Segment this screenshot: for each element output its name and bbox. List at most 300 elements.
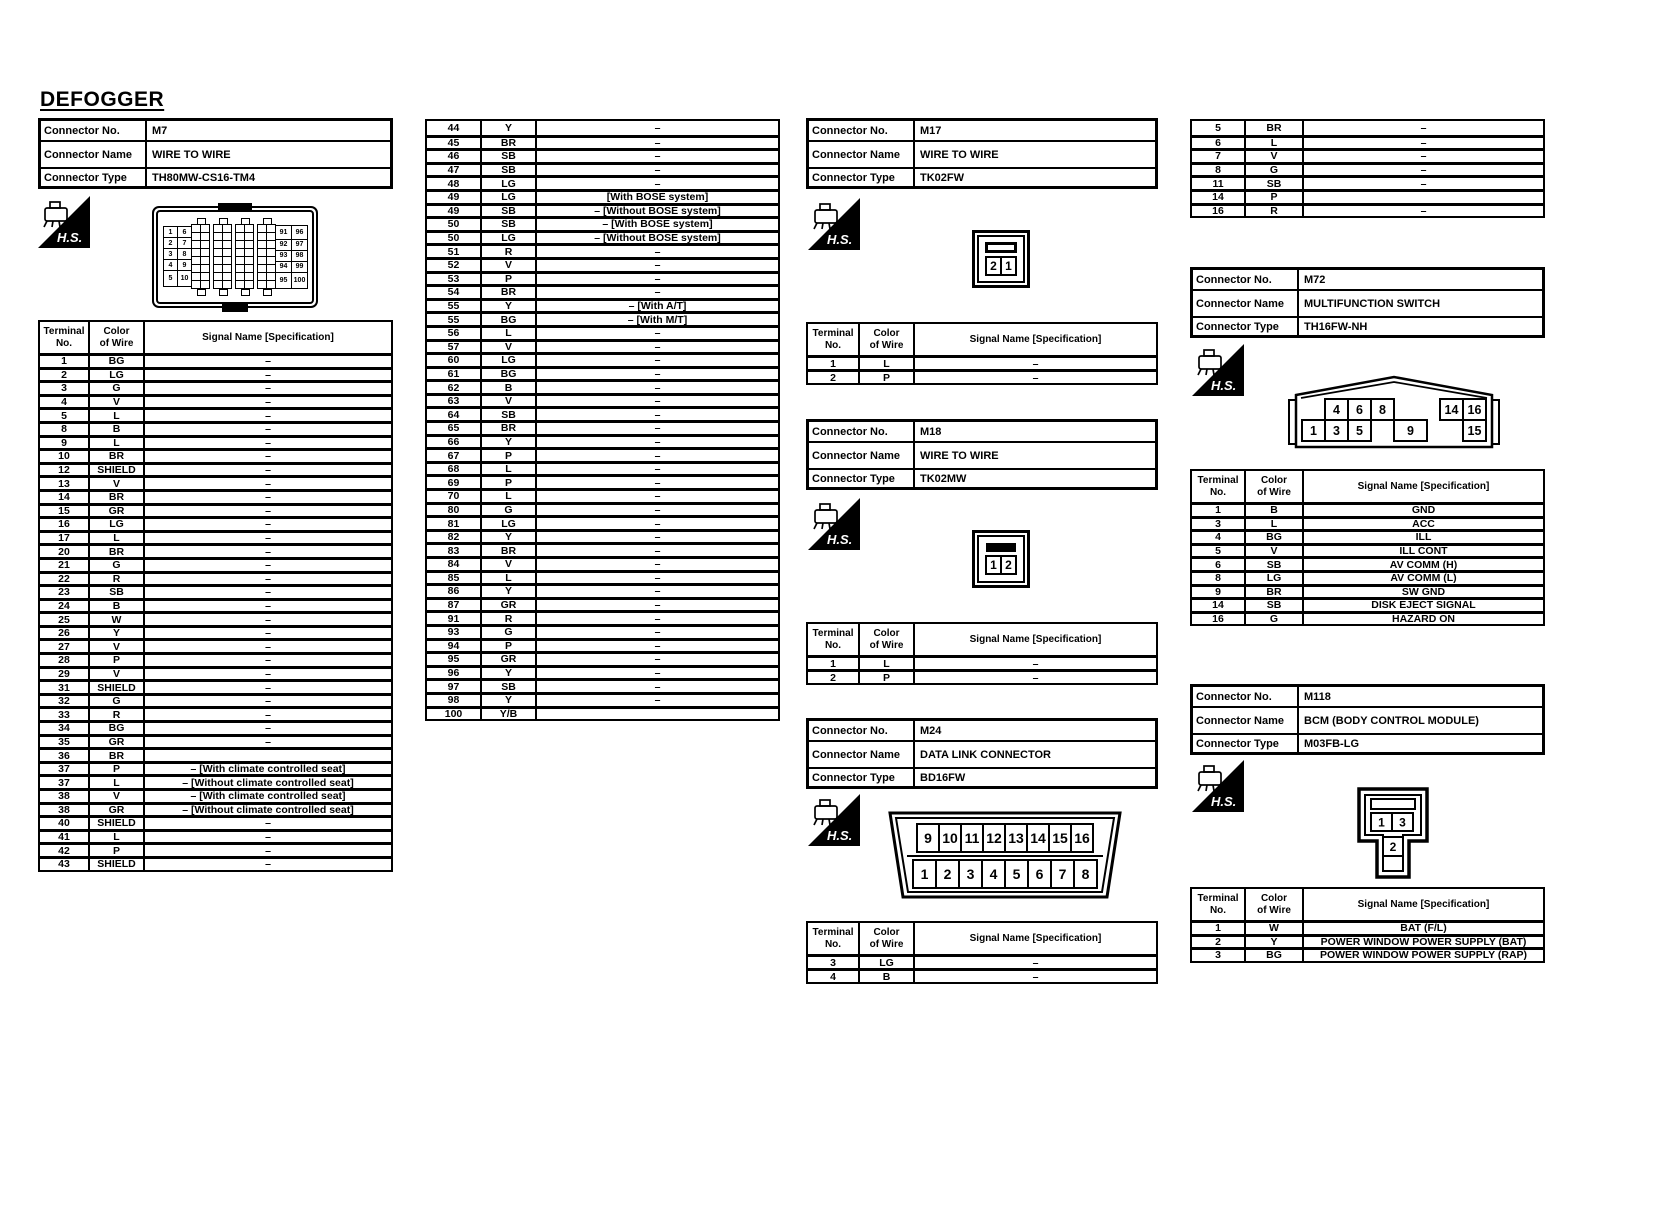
wire-color: V [90, 478, 145, 489]
terminal-no: 38 [40, 791, 90, 802]
connector-header-m18 [806, 419, 1158, 490]
terminal-row [427, 121, 778, 135]
pin-label: 13 [1008, 830, 1024, 847]
signal-name: – [654, 545, 661, 556]
pin-cell: 95 [275, 272, 292, 289]
connector-header-m24 [806, 718, 1158, 789]
signal-name: – [265, 559, 271, 571]
signal-name: AV COMM (L) [1390, 572, 1457, 584]
terminal-no: 48 [427, 178, 482, 189]
signal-name: – [1032, 971, 1039, 982]
connector-name-row [809, 441, 1155, 468]
terminal-no: 7 [1192, 151, 1246, 162]
signal-name [145, 750, 391, 761]
connector-type-label: Connector Type [1193, 735, 1299, 752]
signal-name: – [1420, 164, 1427, 176]
pin-cell: 2 [985, 256, 1002, 276]
signal-name: ILL [1415, 532, 1432, 543]
pin-cell: 5 [163, 270, 178, 287]
signal-name: – [265, 437, 271, 449]
terminal-row [40, 435, 391, 449]
pin-label: 15 [1052, 830, 1068, 847]
terminal-row [427, 257, 778, 271]
pin-row [276, 226, 308, 240]
signal-name: – [654, 667, 661, 679]
terminal-row [1192, 611, 1543, 625]
terminal-row [1192, 148, 1543, 162]
connector-diagram-m18 [972, 530, 1030, 588]
pin-label: 2 [1389, 839, 1397, 854]
wire-color: V [90, 397, 145, 408]
pin-label: 3 [1399, 815, 1406, 830]
pin-cell: 9 [177, 259, 192, 271]
pin-cell [263, 289, 272, 296]
connector-diagram-m7 [152, 206, 318, 308]
terminal-no: 1 [1192, 923, 1246, 934]
signal-name: – [654, 450, 661, 461]
connector-no-value: M118 [1304, 690, 1331, 703]
page-title: DEFOGGER [40, 88, 165, 111]
wire-color-header: Color of Wire [860, 923, 915, 954]
terminal-no: 54 [427, 287, 482, 298]
wire-color: SB [482, 151, 537, 162]
pin-cell: 2 [1000, 555, 1017, 575]
signal-name: – [1420, 121, 1427, 134]
terminal-row [40, 842, 391, 856]
pin-label: 10 [942, 830, 958, 847]
wire-color: P [90, 845, 145, 856]
signal-name: – [654, 572, 661, 584]
connector-name-label: Connector Name [809, 742, 915, 767]
wire-color: V [482, 342, 537, 353]
wire-color-header: Color of Wire [860, 324, 915, 355]
connector-no-row [41, 121, 390, 140]
terminal-no: 8 [40, 424, 90, 435]
terminal-no: 26 [40, 628, 90, 639]
wire-color: SHIELD [90, 465, 145, 476]
wire-color: G [90, 696, 145, 707]
connector-no-value: M24 [920, 724, 942, 737]
terminal-row [427, 325, 778, 339]
terminal-rows [808, 655, 1156, 683]
terminal-row [40, 421, 391, 435]
wire-color: L [90, 410, 145, 421]
terminal-row [40, 407, 391, 421]
terminal-table-header [40, 322, 391, 353]
signal-name: – [654, 463, 661, 475]
pin-cell: 93 [275, 250, 292, 262]
wire-color-header: Color of Wire [1246, 889, 1304, 920]
wire-color: L [1246, 138, 1304, 149]
terminal-row [427, 624, 778, 638]
terminal-row [40, 747, 391, 761]
wire-color: BR [90, 750, 145, 761]
pin-label: 11 [964, 830, 980, 847]
signal-name: – [654, 640, 661, 652]
wire-color: P [860, 672, 915, 683]
wire-color: G [90, 560, 145, 571]
terminal-row [427, 406, 778, 420]
signal-name: – [654, 382, 661, 393]
pin-cell: 8 [177, 248, 192, 260]
wire-color: V [1246, 546, 1304, 557]
signal-name-header: Signal Name [Specification] [1357, 898, 1490, 910]
terminal-no: 55 [427, 301, 482, 312]
signal-name: – [265, 356, 271, 367]
wire-color: P [482, 274, 537, 285]
terminal-no: 60 [427, 355, 482, 366]
signal-name: – [654, 137, 661, 149]
signal-name: – [Without climate controlled seat] [182, 804, 354, 816]
wire-color: G [482, 505, 537, 516]
wire-color: P [482, 450, 537, 461]
connector-name-label: Connector Name [1193, 291, 1299, 316]
wire-color: BR [482, 138, 537, 149]
connector-tab-icon [222, 303, 248, 312]
terminal-row [1192, 584, 1543, 598]
connector-type-label: Connector Type [809, 169, 915, 186]
wire-color: L [90, 777, 145, 788]
terminal-no: 23 [40, 587, 90, 598]
terminal-no: 2 [808, 372, 860, 383]
terminal-row [40, 394, 391, 408]
terminal-row [40, 367, 391, 381]
wire-color: BG [482, 369, 537, 380]
terminal-no: 100 [427, 709, 482, 720]
wire-color: G [90, 383, 145, 394]
wire-color: B [1246, 505, 1304, 516]
pin-label: 5 [1356, 424, 1363, 438]
connector-name-label: Connector Name [1193, 708, 1299, 733]
wire-color: BR [482, 423, 537, 434]
signal-name: – [654, 518, 661, 529]
wire-color: Y [482, 437, 537, 448]
terminal-no: 82 [427, 532, 482, 543]
signal-name: POWER WINDOW POWER SUPPLY (RAP) [1319, 950, 1528, 961]
signal-name: – [654, 436, 661, 448]
wire-color: BR [1246, 587, 1304, 598]
wire-color: GR [90, 805, 145, 816]
signal-name: – [265, 573, 271, 585]
terminal-row [427, 583, 778, 597]
wire-color: BR [482, 545, 537, 556]
signal-name: – [265, 641, 271, 653]
terminal-row [808, 655, 1156, 669]
terminal-row [808, 968, 1156, 982]
signal-name: HAZARD ON [1392, 613, 1455, 625]
terminal-row [427, 420, 778, 434]
terminal-no: 16 [1192, 614, 1246, 625]
signal-name: – [654, 423, 661, 434]
terminal-row [1192, 543, 1543, 557]
signal-name: – [654, 626, 661, 638]
signal-name: – [Without BOSE system] [594, 232, 721, 244]
signal-name: POWER WINDOW POWER SUPPLY (BAT) [1320, 936, 1527, 948]
terminal-no: 42 [40, 845, 90, 856]
connector-no-label: Connector No. [809, 721, 915, 740]
terminal-no: 3 [1192, 950, 1246, 961]
terminal-no: 51 [427, 246, 482, 257]
terminal-no: 21 [40, 560, 90, 571]
signal-name: – [265, 845, 271, 856]
terminal-row [427, 597, 778, 611]
wire-color: L [1246, 519, 1304, 530]
signal-name: – [654, 259, 661, 271]
wire-color: BG [482, 314, 537, 325]
connector-name-label: Connector Name [809, 142, 915, 167]
terminal-no: 2 [40, 370, 90, 381]
connector-diagram-m118 [1356, 786, 1430, 885]
hs-harness-icon [1192, 760, 1244, 812]
pin-cell: 10 [177, 270, 192, 287]
terminal-row [1192, 189, 1543, 203]
terminal-rows [40, 353, 391, 870]
terminal-row [427, 692, 778, 706]
signal-name: GND [1411, 505, 1436, 516]
terminal-no: 37 [40, 777, 90, 788]
terminal-row [427, 284, 778, 298]
pin-cell: 98 [291, 250, 308, 262]
connector-type-label: Connector Type [809, 470, 915, 487]
terminal-no: 14 [40, 492, 90, 503]
hs-icon [808, 198, 860, 250]
connector-slot-icon [986, 543, 1016, 552]
connector-slot-icon [985, 242, 1017, 253]
signal-name: – [654, 504, 661, 516]
wire-color: L [90, 533, 145, 544]
signal-name: – [265, 491, 271, 503]
terminal-no: 2 [1192, 937, 1246, 948]
pin-row [985, 555, 1017, 575]
terminal-row [40, 774, 391, 788]
pin-cell: 99 [291, 261, 308, 273]
terminal-row [40, 638, 391, 652]
connector-no-row [1193, 270, 1542, 289]
terminal-row [40, 802, 391, 816]
hs-icon [38, 196, 90, 248]
terminal-no: 95 [427, 654, 482, 665]
wire-color: SB [1246, 178, 1304, 189]
terminal-rows [427, 121, 778, 719]
connector-no-row [809, 422, 1155, 441]
terminal-no: 86 [427, 586, 482, 597]
terminal-row [1192, 529, 1543, 543]
wire-color: LG [482, 178, 537, 189]
terminal-no: 36 [40, 750, 90, 761]
wire-color: Y [482, 301, 537, 312]
terminal-row [1192, 121, 1543, 135]
pin-cell: 1 [985, 555, 1002, 575]
terminal-no: 3 [1192, 519, 1246, 530]
signal-name: – [654, 531, 661, 543]
terminal-row [427, 135, 778, 149]
terminal-no: 67 [427, 450, 482, 461]
terminal-no: 2 [808, 672, 860, 683]
signal-name: – [265, 410, 271, 421]
connector-name-row [809, 140, 1155, 167]
terminal-row [427, 556, 778, 570]
wire-color: R [482, 613, 537, 624]
terminal-no: 13 [40, 478, 90, 489]
terminal-no: 37 [40, 764, 90, 775]
terminal-no: 38 [40, 805, 90, 816]
pin-strip [258, 218, 276, 296]
terminal-no: 1 [40, 356, 90, 367]
terminal-no: 50 [427, 233, 482, 244]
connector-no-value: M7 [152, 124, 168, 137]
wire-color: Y [1246, 937, 1304, 948]
pin-cell: 96 [291, 225, 308, 240]
connector-type-value: TK02FW [920, 171, 964, 184]
terminal-no-header: Terminal No. [808, 324, 860, 355]
signal-name-header: Signal Name [Specification] [1357, 480, 1490, 492]
terminal-row [427, 339, 778, 353]
terminal-rows [1192, 121, 1543, 216]
connector-type-row [809, 468, 1155, 487]
signal-name: – [1032, 358, 1039, 369]
terminal-no: 14 [1192, 600, 1246, 611]
terminal-no: 97 [427, 681, 482, 692]
terminal-no: 17 [40, 533, 90, 544]
pin-cell: 92 [275, 239, 292, 251]
wire-color: GR [90, 506, 145, 517]
signal-name: – [265, 668, 271, 680]
signal-name: – [265, 614, 271, 625]
terminal-no: 55 [427, 314, 482, 325]
terminal-no: 20 [40, 546, 90, 557]
terminal-no: 5 [1192, 546, 1246, 557]
pin-label: 7 [1058, 866, 1067, 883]
wire-color: GR [90, 737, 145, 748]
connector-header-m7 [38, 118, 393, 189]
terminal-no: 5 [1192, 121, 1246, 135]
connector-no-label: Connector No. [809, 422, 915, 441]
wire-color: L [482, 491, 537, 502]
wire-color: Y [482, 121, 537, 135]
terminal-row [40, 829, 391, 843]
terminal-row [427, 352, 778, 366]
terminal-no: 14 [1192, 192, 1246, 203]
terminal-row [40, 530, 391, 544]
terminal-no: 70 [427, 491, 482, 502]
signal-name: – [265, 831, 271, 843]
wire-color: BR [1246, 121, 1304, 135]
connector-type-value: TH16FW-NH [1304, 320, 1368, 333]
terminal-rows [1192, 920, 1543, 961]
wire-color: BR [90, 492, 145, 503]
signal-name: – [1032, 672, 1039, 683]
pin-cell: 100 [291, 272, 308, 289]
wire-color: SB [482, 165, 537, 176]
connector-name-value: DATA LINK CONNECTOR [920, 748, 1051, 761]
terminal-table-m18 [806, 622, 1158, 685]
terminal-no: 52 [427, 260, 482, 271]
connector-no-label: Connector No. [41, 121, 147, 140]
signal-name: – [1032, 372, 1039, 383]
terminal-row [427, 203, 778, 217]
pin-label: 9 [1407, 424, 1414, 438]
pin-cell: 91 [275, 225, 292, 240]
wire-color: P [90, 655, 145, 666]
signal-name: – [With M/T] [627, 314, 688, 325]
connector-header-m72 [1190, 267, 1545, 338]
signal-name: – [Without climate controlled seat] [182, 777, 354, 788]
wire-color: LG [482, 233, 537, 244]
wire-color: Y/B [482, 709, 537, 720]
terminal-row [427, 678, 778, 692]
terminal-no: 96 [427, 668, 482, 679]
signal-name: – [265, 736, 271, 748]
terminal-row [40, 761, 391, 775]
connector-name-value: BCM (BODY CONTROL MODULE) [1304, 714, 1479, 727]
pin-cell [219, 289, 228, 296]
wire-color: SB [482, 681, 537, 692]
connector-header-m118 [1190, 684, 1545, 755]
signal-name [537, 709, 778, 720]
pin-block-right [276, 226, 308, 289]
terminal-row [427, 570, 778, 584]
pin-cell [244, 280, 254, 289]
connector-name-value: WIRE TO WIRE [920, 148, 999, 161]
terminal-no: 27 [40, 641, 90, 652]
terminal-no: 5 [40, 410, 90, 421]
wire-color: GR [482, 600, 537, 611]
signal-name: – [265, 478, 271, 489]
terminal-row [1192, 934, 1543, 948]
signal-name: SW GND [1401, 586, 1446, 598]
terminal-no: 16 [1192, 206, 1246, 217]
wire-color: R [1246, 206, 1304, 217]
pin-label: 14 [1444, 403, 1459, 417]
signal-name: – [265, 451, 271, 462]
hs-harness-icon [1192, 344, 1244, 396]
pin-label: 3 [1333, 424, 1340, 438]
pin-row [276, 273, 308, 289]
terminal-no: 98 [427, 695, 482, 706]
terminal-no: 68 [427, 464, 482, 475]
terminal-no: 47 [427, 165, 482, 176]
terminal-row [1192, 502, 1543, 516]
wire-color: SHIELD [90, 682, 145, 693]
terminal-no: 8 [1192, 165, 1246, 176]
pin-cell: 1 [163, 226, 178, 238]
signal-name: BAT (F/L) [1400, 923, 1447, 934]
wire-color: B [90, 424, 145, 435]
terminal-row [40, 462, 391, 476]
wire-color: P [860, 372, 915, 383]
signal-name: – [654, 164, 661, 176]
hs-icon [808, 794, 860, 846]
signal-name: ACC [1412, 518, 1435, 530]
terminal-row [40, 353, 391, 367]
wire-color: R [90, 709, 145, 720]
wire-color: P [90, 764, 145, 775]
wire-color: BG [90, 356, 145, 367]
terminal-no: 50 [427, 219, 482, 230]
svg-text:H.S.: H.S. [1211, 378, 1237, 393]
signal-name [1304, 192, 1543, 203]
terminal-no: 69 [427, 477, 482, 488]
wire-color: Y [482, 695, 537, 706]
pin-grid [236, 225, 254, 289]
terminal-no: 53 [427, 274, 482, 285]
terminal-table-header [1192, 889, 1543, 920]
wire-color: SB [482, 219, 537, 230]
wire-color: W [90, 614, 145, 625]
connector-name-row [809, 740, 1155, 767]
terminal-no: 57 [427, 342, 482, 353]
terminal-no: 4 [808, 971, 860, 982]
